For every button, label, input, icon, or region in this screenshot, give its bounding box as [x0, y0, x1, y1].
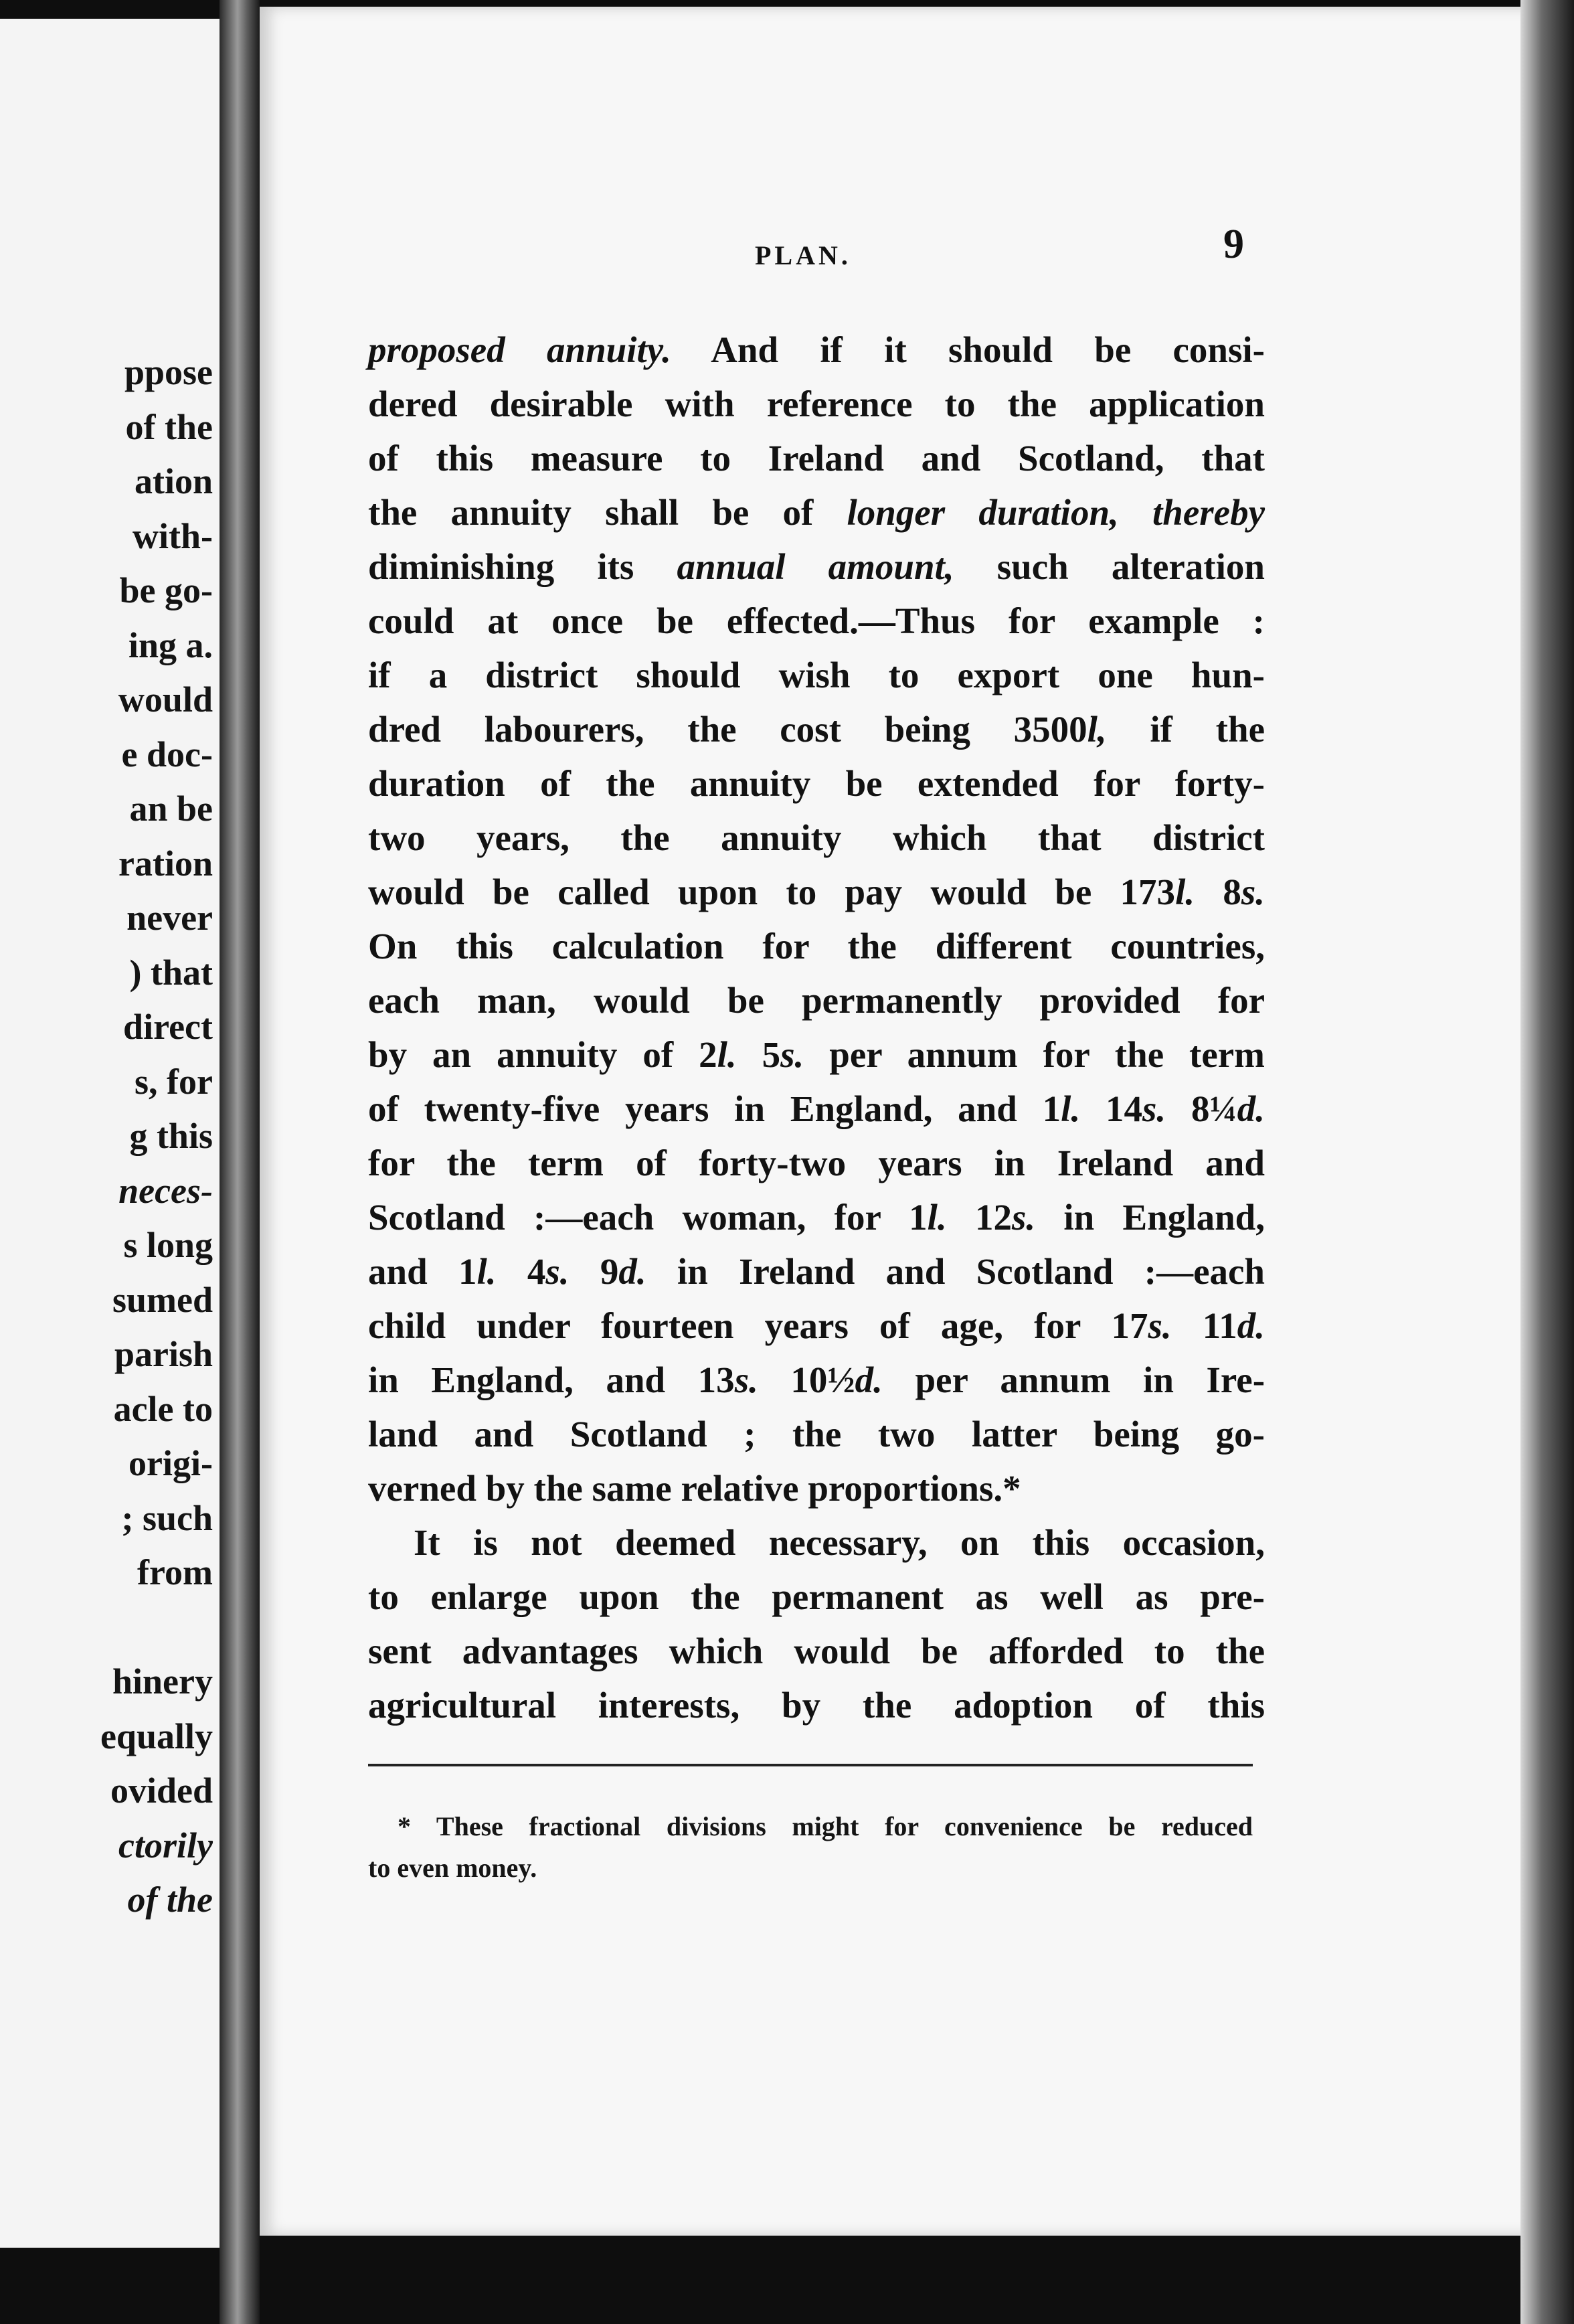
book-page — [260, 7, 1539, 2236]
italic-text: l. — [927, 1197, 947, 1238]
italic-text: d. — [1237, 1088, 1265, 1129]
text-run: such alteration — [954, 546, 1265, 587]
facing-page-text — [0, 345, 213, 1928]
facing-page-line: be go- — [119, 570, 213, 610]
facing-page-left — [0, 19, 221, 2248]
facing-page-line: with- — [133, 515, 213, 556]
text-run: 11 — [1171, 1305, 1237, 1346]
text-line — [368, 485, 1265, 540]
italic-text: s. — [780, 1034, 804, 1075]
italic-text: l. — [717, 1034, 737, 1075]
text-run: 8 — [1195, 872, 1241, 912]
text-run: per annum in Ire- — [882, 1359, 1265, 1400]
text-run: if the — [1106, 709, 1265, 750]
text-run: would be called upon to pay would be 173 — [368, 872, 1176, 912]
facing-page-line: ctorily — [118, 1825, 213, 1865]
text-run: 14 — [1080, 1088, 1143, 1129]
facing-page-line: an be — [129, 788, 213, 829]
italic-text: s. — [734, 1359, 758, 1400]
facing-page-line: ) that — [129, 952, 213, 993]
italic-text: l. — [1061, 1088, 1081, 1129]
text-run: could at once be effected.—Thus for example : — [368, 600, 1265, 641]
text-run: 5 — [736, 1034, 781, 1075]
text-line — [368, 1082, 1265, 1136]
text-run: of this measure to Ireland and Scotland, that — [368, 438, 1265, 479]
text-run: dered desirable with reference to the application — [368, 384, 1265, 424]
text-line — [368, 1570, 1265, 1624]
text-run: On this calculation for the different countries, — [368, 926, 1265, 967]
text-run: of twenty-five years in England, and 1 — [368, 1088, 1061, 1129]
facing-page-line: ; such — [121, 1497, 213, 1538]
text-line — [368, 1353, 1265, 1407]
text-run: sent advantages which would be afforded to the — [368, 1631, 1265, 1671]
text-run: in Ireland and Scotland :—each — [646, 1251, 1265, 1292]
body-text — [368, 323, 1265, 1732]
facing-page-line: ovided — [110, 1770, 213, 1811]
facing-page-line: parish — [114, 1334, 213, 1374]
facing-page-line: never — [126, 898, 213, 938]
text-run: child under fourteen years of age, for 17 — [368, 1305, 1148, 1346]
text-line — [368, 1244, 1265, 1299]
text-run: by an annuity of 2 — [368, 1034, 717, 1075]
text-line — [368, 1678, 1265, 1732]
italic-text: l, — [1087, 709, 1107, 750]
text-line — [368, 811, 1265, 865]
text-run: the annuity shall be of — [368, 492, 847, 533]
text-run: duration of the annuity be extended for forty- — [368, 763, 1265, 804]
text-run: dred labourers, the cost being 3500 — [368, 709, 1087, 750]
italic-text: l. — [1175, 872, 1195, 912]
text-run: 12 — [946, 1197, 1012, 1238]
text-run: 4 — [496, 1251, 546, 1292]
text-run: if a district should wish to export one hun- — [368, 655, 1265, 695]
italic-text: l. — [476, 1251, 497, 1292]
text-line — [368, 1027, 1265, 1082]
footnote — [368, 1806, 1253, 1889]
text-run: 10½ — [758, 1359, 855, 1400]
facing-page-line: from — [137, 1552, 213, 1592]
text-run: agricultural interests, by the adoption of this — [368, 1685, 1265, 1726]
text-run: for the term of forty-two years in Ireland and — [368, 1143, 1265, 1183]
text-line — [368, 865, 1265, 919]
text-line — [368, 648, 1265, 702]
text-run: in England, and 13 — [368, 1359, 735, 1400]
text-run: verned by the same relative proportions.* — [368, 1468, 1021, 1509]
text-line — [368, 594, 1265, 648]
facing-page-line: would — [118, 679, 213, 720]
italic-text: d. — [1237, 1305, 1265, 1346]
book-gutter — [220, 0, 260, 2324]
text-run: in England, — [1035, 1197, 1265, 1238]
text-line — [368, 702, 1265, 756]
text-line — [368, 431, 1265, 485]
facing-page-line: origi- — [128, 1443, 213, 1483]
italic-text: s. — [1241, 872, 1265, 912]
text-line — [368, 1461, 1265, 1515]
text-run: to enlarge upon the permanent as well as pre- — [368, 1576, 1265, 1617]
footnote-rule — [368, 1764, 1253, 1766]
facing-page-line: e doc- — [121, 734, 213, 774]
footnote-line: to even money. — [368, 1853, 537, 1883]
facing-page-line: ing a. — [128, 625, 213, 665]
text-line — [368, 377, 1265, 431]
italic-text: annual amount, — [677, 546, 954, 587]
text-run: 9 — [569, 1251, 619, 1292]
page-number: 9 — [1223, 222, 1244, 267]
italic-text: d. — [618, 1251, 646, 1292]
text-run: And if it should be consi- — [671, 329, 1265, 370]
italic-text: proposed annuity. — [368, 329, 671, 370]
italic-text: s. — [1142, 1088, 1166, 1129]
facing-page-line: ation — [134, 461, 213, 501]
text-run: 8¼ — [1166, 1088, 1237, 1129]
italic-text: d. — [855, 1359, 883, 1400]
text-run: diminishing its — [368, 546, 677, 587]
facing-page-line: direct — [123, 1007, 213, 1047]
page-edge-shadow — [1520, 0, 1574, 2324]
text-line — [368, 540, 1265, 594]
running-head: PLAN. — [755, 240, 851, 270]
facing-page-line — [0, 1600, 213, 1655]
facing-page-line: equally — [100, 1716, 213, 1756]
italic-text: longer duration, thereby — [847, 492, 1265, 533]
facing-page-line: hinery — [112, 1661, 213, 1702]
text-line — [368, 1515, 1265, 1570]
footnote-line: * These fractional divisions might for convenience be reduced — [398, 1811, 1253, 1841]
text-line — [368, 1407, 1265, 1461]
text-run: each man, would be permanently provided for — [368, 980, 1265, 1021]
facing-page-line: neces- — [118, 1170, 213, 1211]
text-line — [368, 1190, 1265, 1244]
text-run: It is not deemed necessary, on this occasion, — [414, 1522, 1265, 1563]
italic-text: s. — [1148, 1305, 1172, 1346]
text-line — [368, 919, 1265, 973]
text-line — [368, 756, 1265, 811]
text-line — [368, 973, 1265, 1027]
italic-text: s. — [1011, 1197, 1036, 1238]
facing-page-line: s long — [123, 1225, 213, 1265]
facing-page-line: acle to — [113, 1388, 213, 1429]
facing-page-line: g this — [129, 1116, 213, 1156]
text-line — [368, 323, 1265, 377]
italic-text: s. — [545, 1251, 570, 1292]
facing-page-line: sumed — [112, 1279, 213, 1320]
text-line — [368, 1624, 1265, 1678]
facing-page-line: of the — [127, 1880, 213, 1920]
facing-page-line: ppose — [124, 352, 213, 392]
facing-page-line: s, for — [135, 1061, 213, 1102]
text-run: two years, the annuity which that district — [368, 817, 1265, 858]
text-run: and 1 — [368, 1251, 477, 1292]
text-line — [368, 1136, 1265, 1190]
text-line — [368, 1299, 1265, 1353]
text-run: land and Scotland ; the two latter being go- — [368, 1414, 1265, 1455]
text-run: per annum for the term — [804, 1034, 1265, 1075]
text-run: Scotland :—each woman, for 1 — [368, 1197, 928, 1238]
facing-page-line: of the — [125, 406, 213, 447]
facing-page-line: ration — [118, 843, 213, 884]
